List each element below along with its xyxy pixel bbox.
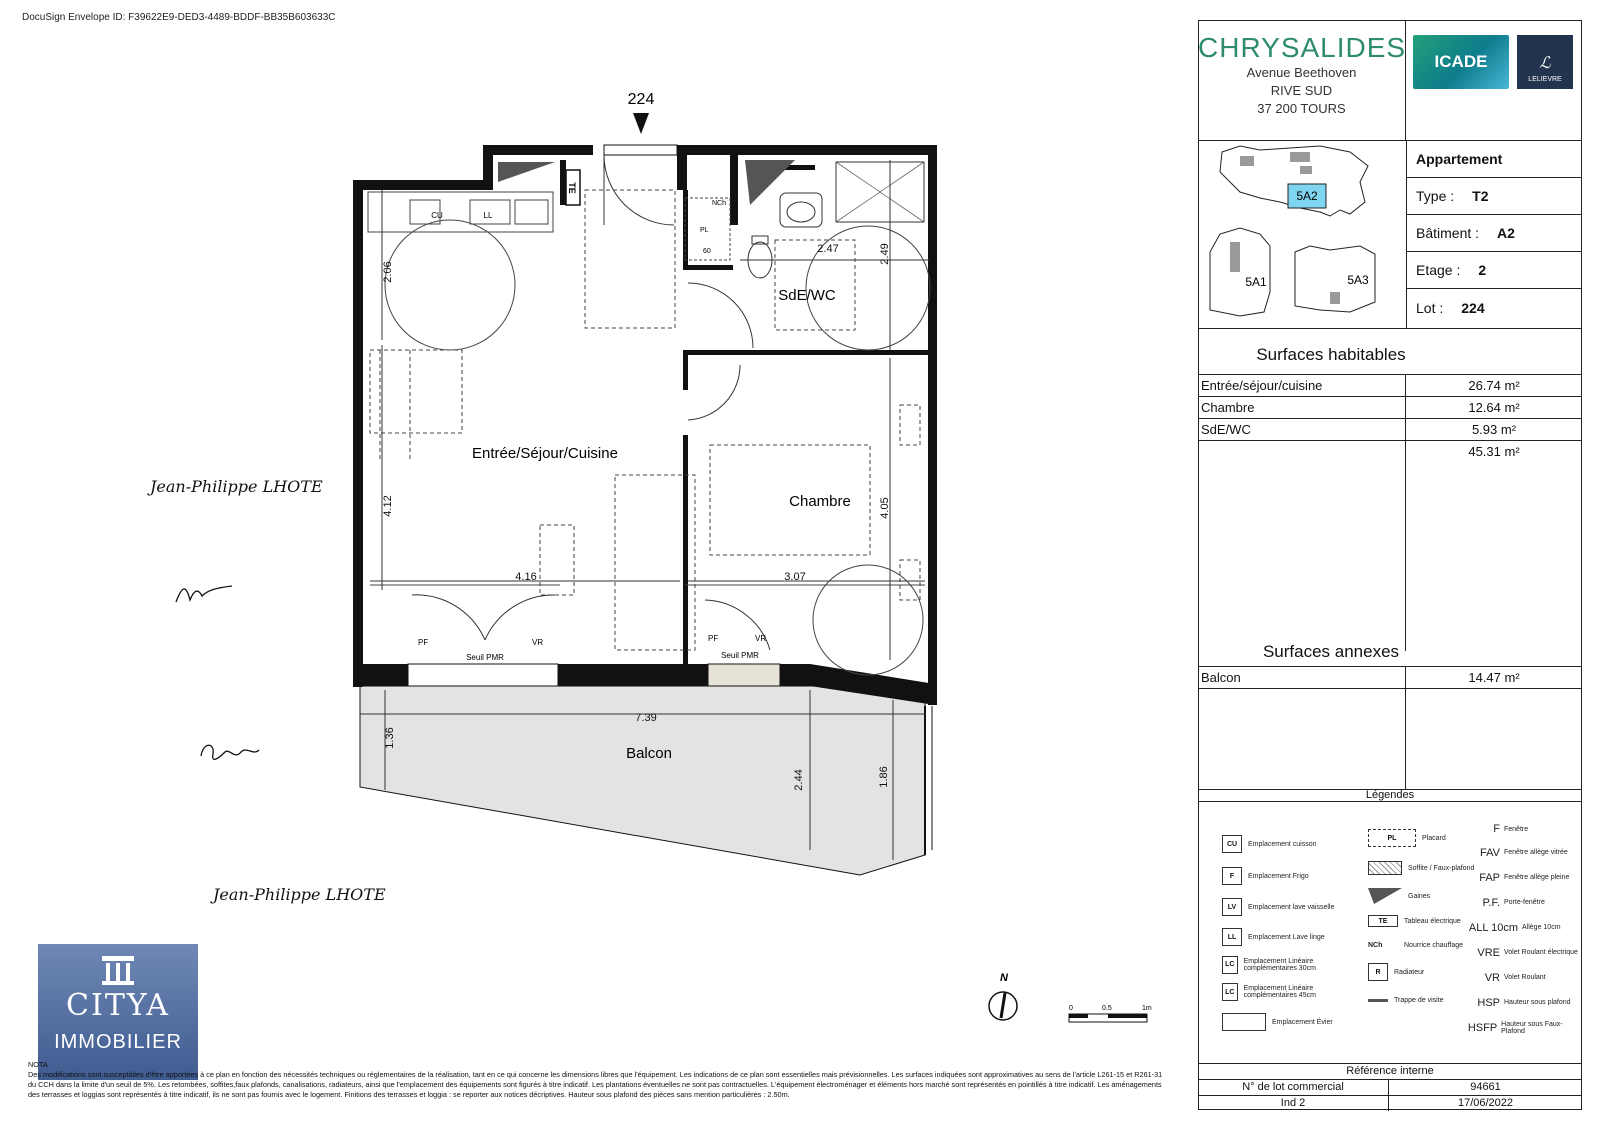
legend-item: LV Emplacement lave vaisselle xyxy=(1222,892,1352,922)
lelievre-name: LELIEVRE xyxy=(1528,76,1562,83)
north-arrow xyxy=(989,972,1017,1020)
legend-item: LL Emplacement Lave linge xyxy=(1222,922,1352,952)
legend-item: NCh Nourrice chauffage xyxy=(1368,941,1464,949)
legend-item: Trappe de visite xyxy=(1368,986,1488,1014)
legend-item: P.F. Porte-fenêtre xyxy=(1482,896,1545,909)
trappe-icon xyxy=(1368,999,1388,1002)
dim-bath-height: 2.49 xyxy=(879,243,891,265)
soffit-icon xyxy=(1368,861,1402,875)
dim-balcony-width: 7.39 xyxy=(635,712,657,724)
info-heading-row xyxy=(1406,141,1582,178)
sixty-label: 60 xyxy=(703,248,711,255)
citya-name: CITYA xyxy=(66,988,170,1023)
dim-living-height: 4.12 xyxy=(382,495,394,517)
icade-logo: ICADE xyxy=(1413,35,1509,89)
table-row: Entrée/séjour/cuisine 26.74 m² xyxy=(1198,375,1582,397)
legend-item: Soffite / Faux-plafond xyxy=(1368,854,1488,882)
pf-label-2: PF xyxy=(708,634,719,643)
pf-label-1: PF xyxy=(418,638,429,647)
nota xyxy=(28,1060,1163,1100)
nota-text: Des modifications sont susceptibles d'être apportées à ce plan en fonction des nécessités techniques ou réglementaires de la réalisation, tant en ce qui concerne les dimensions libres que l'équipement. Les indications de ce plan sont essentielles mais prévisionnelles. Les surfaces indiquées sont approximatives au sens de l'article L261-15 et R261-31 du CCH dans la limite d'un seuil de 5%. Les retombées, soffites,faux plafonds, canalisations, radiateurs, ainsi que l'emplacement des équipements sont figurés à titre indicatif. Les plantations éventuelles ne sont pas contractuelles. L'équipement électroménager et éléments hors marché sont représentés en pointillés à titre indicatif. Les aménagements des terrasses et loggias sont représentés à titre indicatif, ils ne sont pas fournis avec le logement. Finitions des terrasses et loggia : se reporter aux notices décriptives. Hauteur sous plafond des pièces sans mention particulières : 2.50m. xyxy=(28,1070,1163,1099)
legend-item: HSP Hauteur sous plafond xyxy=(1477,996,1571,1009)
legend-item: LC Emplacement Linéaire complémentaires 30cm xyxy=(1222,952,1352,977)
divider-top-surfaces xyxy=(1198,328,1582,329)
lelievre-mark-icon: ℒ xyxy=(1539,53,1551,72)
lot-marker-label: 224 xyxy=(627,91,655,108)
table-row: SdE/WC 5.93 m² xyxy=(1198,419,1582,441)
surfaces-annexes-table xyxy=(1198,666,1582,790)
nch-label: NCh xyxy=(712,200,727,207)
type-label: Type : xyxy=(1416,188,1455,204)
dim-living-width: 4.16 xyxy=(515,571,537,583)
legend-item: VRE Volet Roulant électrique xyxy=(1477,946,1578,959)
dim-living-height-top: 2.06 xyxy=(382,261,394,283)
north-label: N xyxy=(1000,972,1008,984)
dim-balcony-mid: 2.44 xyxy=(793,769,805,791)
ll-label: LL xyxy=(483,211,493,220)
signature-2: Jean-Philippe LHOTE xyxy=(213,885,386,904)
dim-balcony-right: 1.86 xyxy=(878,766,890,788)
room-bedroom-label: Chambre xyxy=(789,493,851,510)
dim-balcony-left: 1.36 xyxy=(384,727,396,749)
dim-bedroom-height: 4.05 xyxy=(879,497,891,519)
lot-value: 224 xyxy=(1461,299,1485,316)
surfaces-annexes-title: Surfaces annexes xyxy=(1262,642,1400,661)
type-value: T2 xyxy=(1472,188,1489,204)
seuil-label-1: Seuil PMR xyxy=(466,653,504,662)
reference-title: Référence interne xyxy=(1346,1065,1434,1077)
gaine-icon xyxy=(1368,888,1402,904)
reference-row: N° de lot commercial 94661 xyxy=(1198,1079,1582,1095)
surfaces-habitables-table xyxy=(1198,374,1582,651)
info-type-row xyxy=(1406,178,1582,215)
address-line-3: 37 200 TOURS xyxy=(1257,101,1346,116)
info-heading: Appartement xyxy=(1416,151,1503,167)
info-batiment-row xyxy=(1406,215,1582,252)
vr-label-2: VR xyxy=(755,634,767,643)
scale-bar xyxy=(1069,1005,1152,1022)
legend-item: LC Emplacement Linéaire complémentaires 45cm xyxy=(1222,977,1352,1007)
address-line-1: Avenue Beethoven xyxy=(1246,65,1357,80)
seuil-label-2: Seuil PMR xyxy=(721,651,759,660)
scale-1m: 1m xyxy=(1142,1005,1152,1012)
citya-sub: IMMOBILIER xyxy=(54,1031,182,1053)
table-row: Chambre 12.64 m² xyxy=(1198,397,1582,419)
legend-item: HSFP Hauteur sous Faux-Plafond xyxy=(1467,1020,1563,1035)
initials-1 xyxy=(172,580,242,610)
info-lot-row xyxy=(1406,289,1582,326)
te-label: TE xyxy=(567,182,577,194)
legend-left xyxy=(1222,828,1352,1037)
surfaces-total: 45.31 m² xyxy=(1468,444,1520,459)
legend-title: Légendes xyxy=(1198,789,1582,802)
surfaces-habitables-title: Surfaces habitables xyxy=(1256,345,1406,364)
sink-icon xyxy=(1222,1013,1266,1031)
entrance-arrow xyxy=(633,113,649,134)
dim-bedroom-width: 3.07 xyxy=(784,571,806,583)
legend-item: VR Volet Roulant xyxy=(1484,971,1546,984)
table-row: Balcon 14.47 m² xyxy=(1198,667,1582,689)
scale-0: 0 xyxy=(1069,1005,1073,1012)
docusign-envelope-id: DocuSign Envelope ID: F39622E9-DED3-4489-BDDF-BB35B603633C xyxy=(22,12,336,23)
vr-label-1: VR xyxy=(532,638,544,647)
dim-bath-width: 2.47 xyxy=(817,243,839,255)
info-etage-row xyxy=(1406,252,1582,289)
apartment-info xyxy=(1406,141,1582,326)
address-line-2: RIVE SUD xyxy=(1270,83,1333,98)
etage-value: 2 xyxy=(1478,262,1487,278)
legend-item: Gaines xyxy=(1368,882,1488,910)
scale-05: 0.5 xyxy=(1102,1005,1112,1012)
batiment-label: Bâtiment : xyxy=(1416,225,1480,241)
key-plan xyxy=(1200,142,1404,327)
legend-item: ALL 10cm Allège 10cm xyxy=(1468,921,1561,934)
legend-item: Emplacement Évier xyxy=(1222,1007,1352,1037)
legend-item: TE Tableau électrique xyxy=(1368,910,1488,932)
legend-item: FAV Fenêtre allège vitrée xyxy=(1480,846,1568,859)
room-living-label: Entrée/Séjour/Cuisine xyxy=(472,445,618,462)
legend-item: CU Emplacement cuisson xyxy=(1222,828,1352,860)
reference-row: Ind 2 17/06/2022 xyxy=(1198,1095,1582,1111)
legend-right xyxy=(1462,818,1580,1040)
legend-item: F Emplacement Frigo xyxy=(1222,860,1352,892)
legend-item: R Radiateur xyxy=(1368,958,1488,986)
legend-item: PL Placard xyxy=(1368,822,1488,854)
total-row xyxy=(1198,441,1582,651)
legend-item: FAP Fenêtre allège pleine xyxy=(1479,871,1570,884)
lot-label: Lot : xyxy=(1416,299,1444,316)
room-bathroom-label: SdE/WC xyxy=(778,287,836,304)
column-icon xyxy=(98,954,138,986)
room-balcony-label: Balcon xyxy=(626,745,672,762)
key-5a2: 5A2 xyxy=(1296,189,1318,203)
empty-row xyxy=(1198,689,1582,790)
batiment-value: A2 xyxy=(1497,225,1515,241)
project-name: CHRYSALIDES xyxy=(1198,32,1407,63)
reference-block xyxy=(1198,1063,1582,1111)
kitchen-counter xyxy=(368,192,553,232)
key-5a3: 5A3 xyxy=(1347,273,1369,287)
key-5a1: 5A1 xyxy=(1245,275,1267,289)
signature-1: Jean-Philippe LHOTE xyxy=(150,477,323,496)
project-header xyxy=(1198,20,1406,141)
pl-label: PL xyxy=(700,227,709,234)
cu-label: CU xyxy=(431,211,443,220)
lelievre-logo xyxy=(1517,35,1573,89)
initials-2 xyxy=(195,738,265,768)
nota-title: NOTA xyxy=(28,1060,48,1069)
etage-label: Etage : xyxy=(1416,262,1461,278)
legend-item: F Fenêtre xyxy=(1493,823,1529,835)
